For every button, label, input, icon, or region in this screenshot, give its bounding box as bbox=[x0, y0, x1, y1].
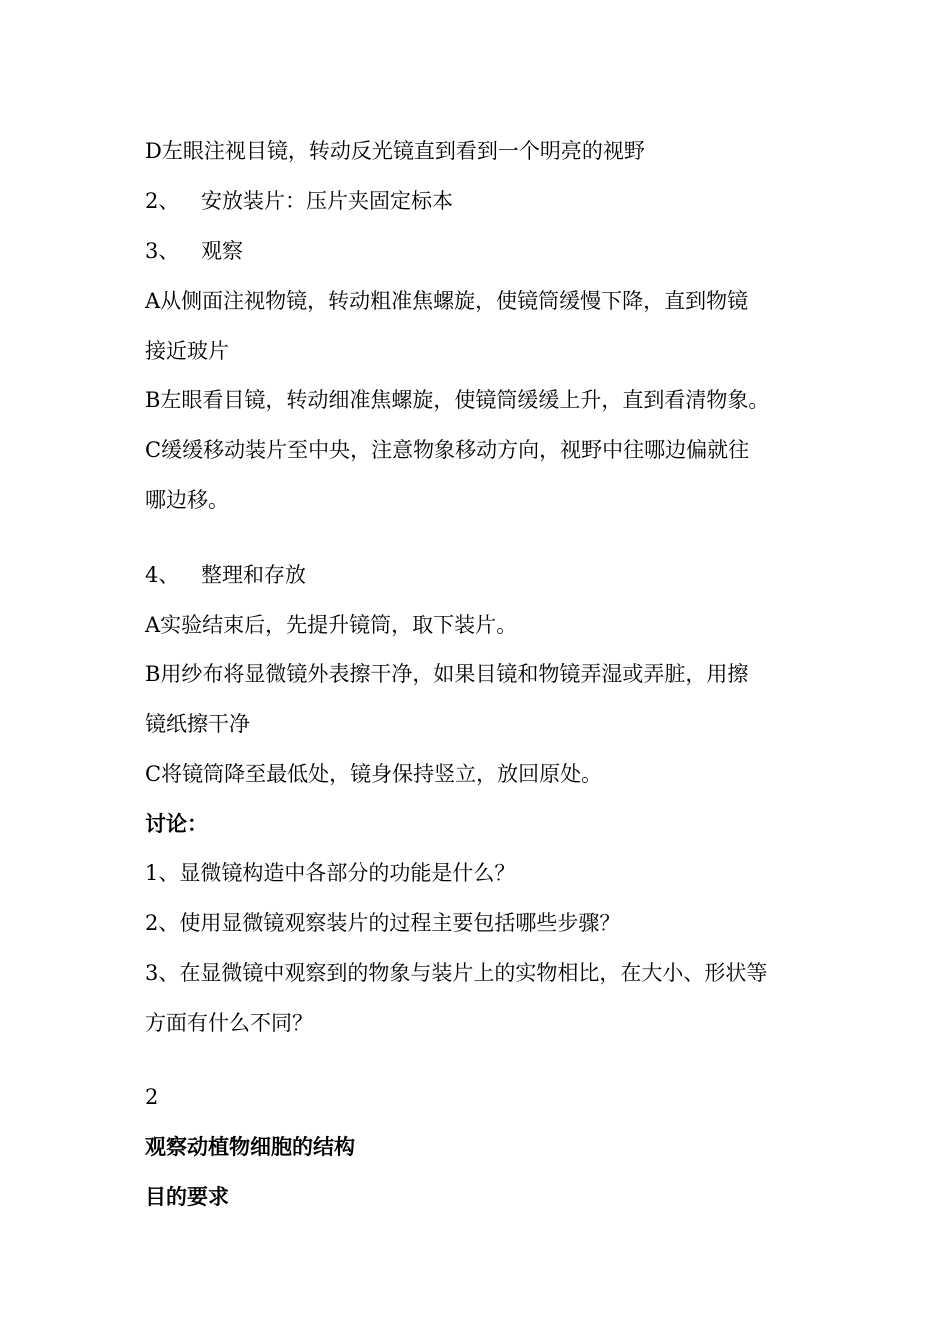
step-4-text: 整理和存放 bbox=[201, 563, 306, 587]
section-title: 观察动植物细胞的结构 bbox=[145, 1134, 355, 1159]
step-2-number: 2、 bbox=[145, 189, 180, 213]
observe-b-text: B左眼看目镜，转动细准焦螺旋，使镜筒缓缓上升，直到看清物象。 bbox=[145, 388, 770, 412]
step-d-text: D左眼注视目镜，转动反光镜直到看到一个明亮的视野 bbox=[145, 139, 645, 163]
question-3-line1: 3、在显微镜中观察到的物象与装片上的实物相比，在大小、形状等 bbox=[145, 961, 768, 985]
step-3-text: 观察 bbox=[201, 239, 243, 263]
discussion-heading: 讨论： bbox=[145, 811, 208, 836]
question-2: 2、使用显微镜观察装片的过程主要包括哪些步骤？ bbox=[145, 911, 621, 935]
storage-b-line1: B用纱布将显微镜外表擦干净，如果目镜和物镜弄湿或弄脏，用擦 bbox=[145, 662, 749, 686]
step-3-number: 3、 bbox=[145, 239, 180, 263]
observe-a-line2: 接近玻片 bbox=[145, 339, 229, 363]
observe-c-line2: 哪边移。 bbox=[145, 488, 229, 512]
section-number: 2 bbox=[145, 1085, 159, 1109]
question-3-line2: 方面有什么不同？ bbox=[145, 1011, 313, 1035]
step-4-heading bbox=[145, 561, 306, 589]
question-1: 1、显微镜构造中各部分的功能是什么？ bbox=[145, 861, 516, 885]
step-3-heading bbox=[145, 237, 243, 265]
step-2-text: 安放装片：压片夹固定标本 bbox=[201, 189, 453, 213]
objectives-heading: 目的要求 bbox=[145, 1184, 229, 1209]
observe-a-line1: A从侧面注视物镜，转动粗准焦螺旋，使镜筒缓慢下降，直到物镜 bbox=[145, 289, 749, 313]
step-2-heading bbox=[145, 187, 453, 215]
step-4-number: 4、 bbox=[145, 563, 180, 587]
storage-a-text: A实验结束后，先提升镜筒，取下装片。 bbox=[145, 613, 518, 637]
observe-c-line1: C缓缓移动装片至中央，注意物象移动方向，视野中往哪边偏就往 bbox=[145, 438, 750, 462]
storage-b-line2: 镜纸擦干净 bbox=[145, 712, 250, 736]
storage-c-text: C将镜筒降至最低处，镜身保持竖立，放回原处。 bbox=[145, 762, 603, 786]
